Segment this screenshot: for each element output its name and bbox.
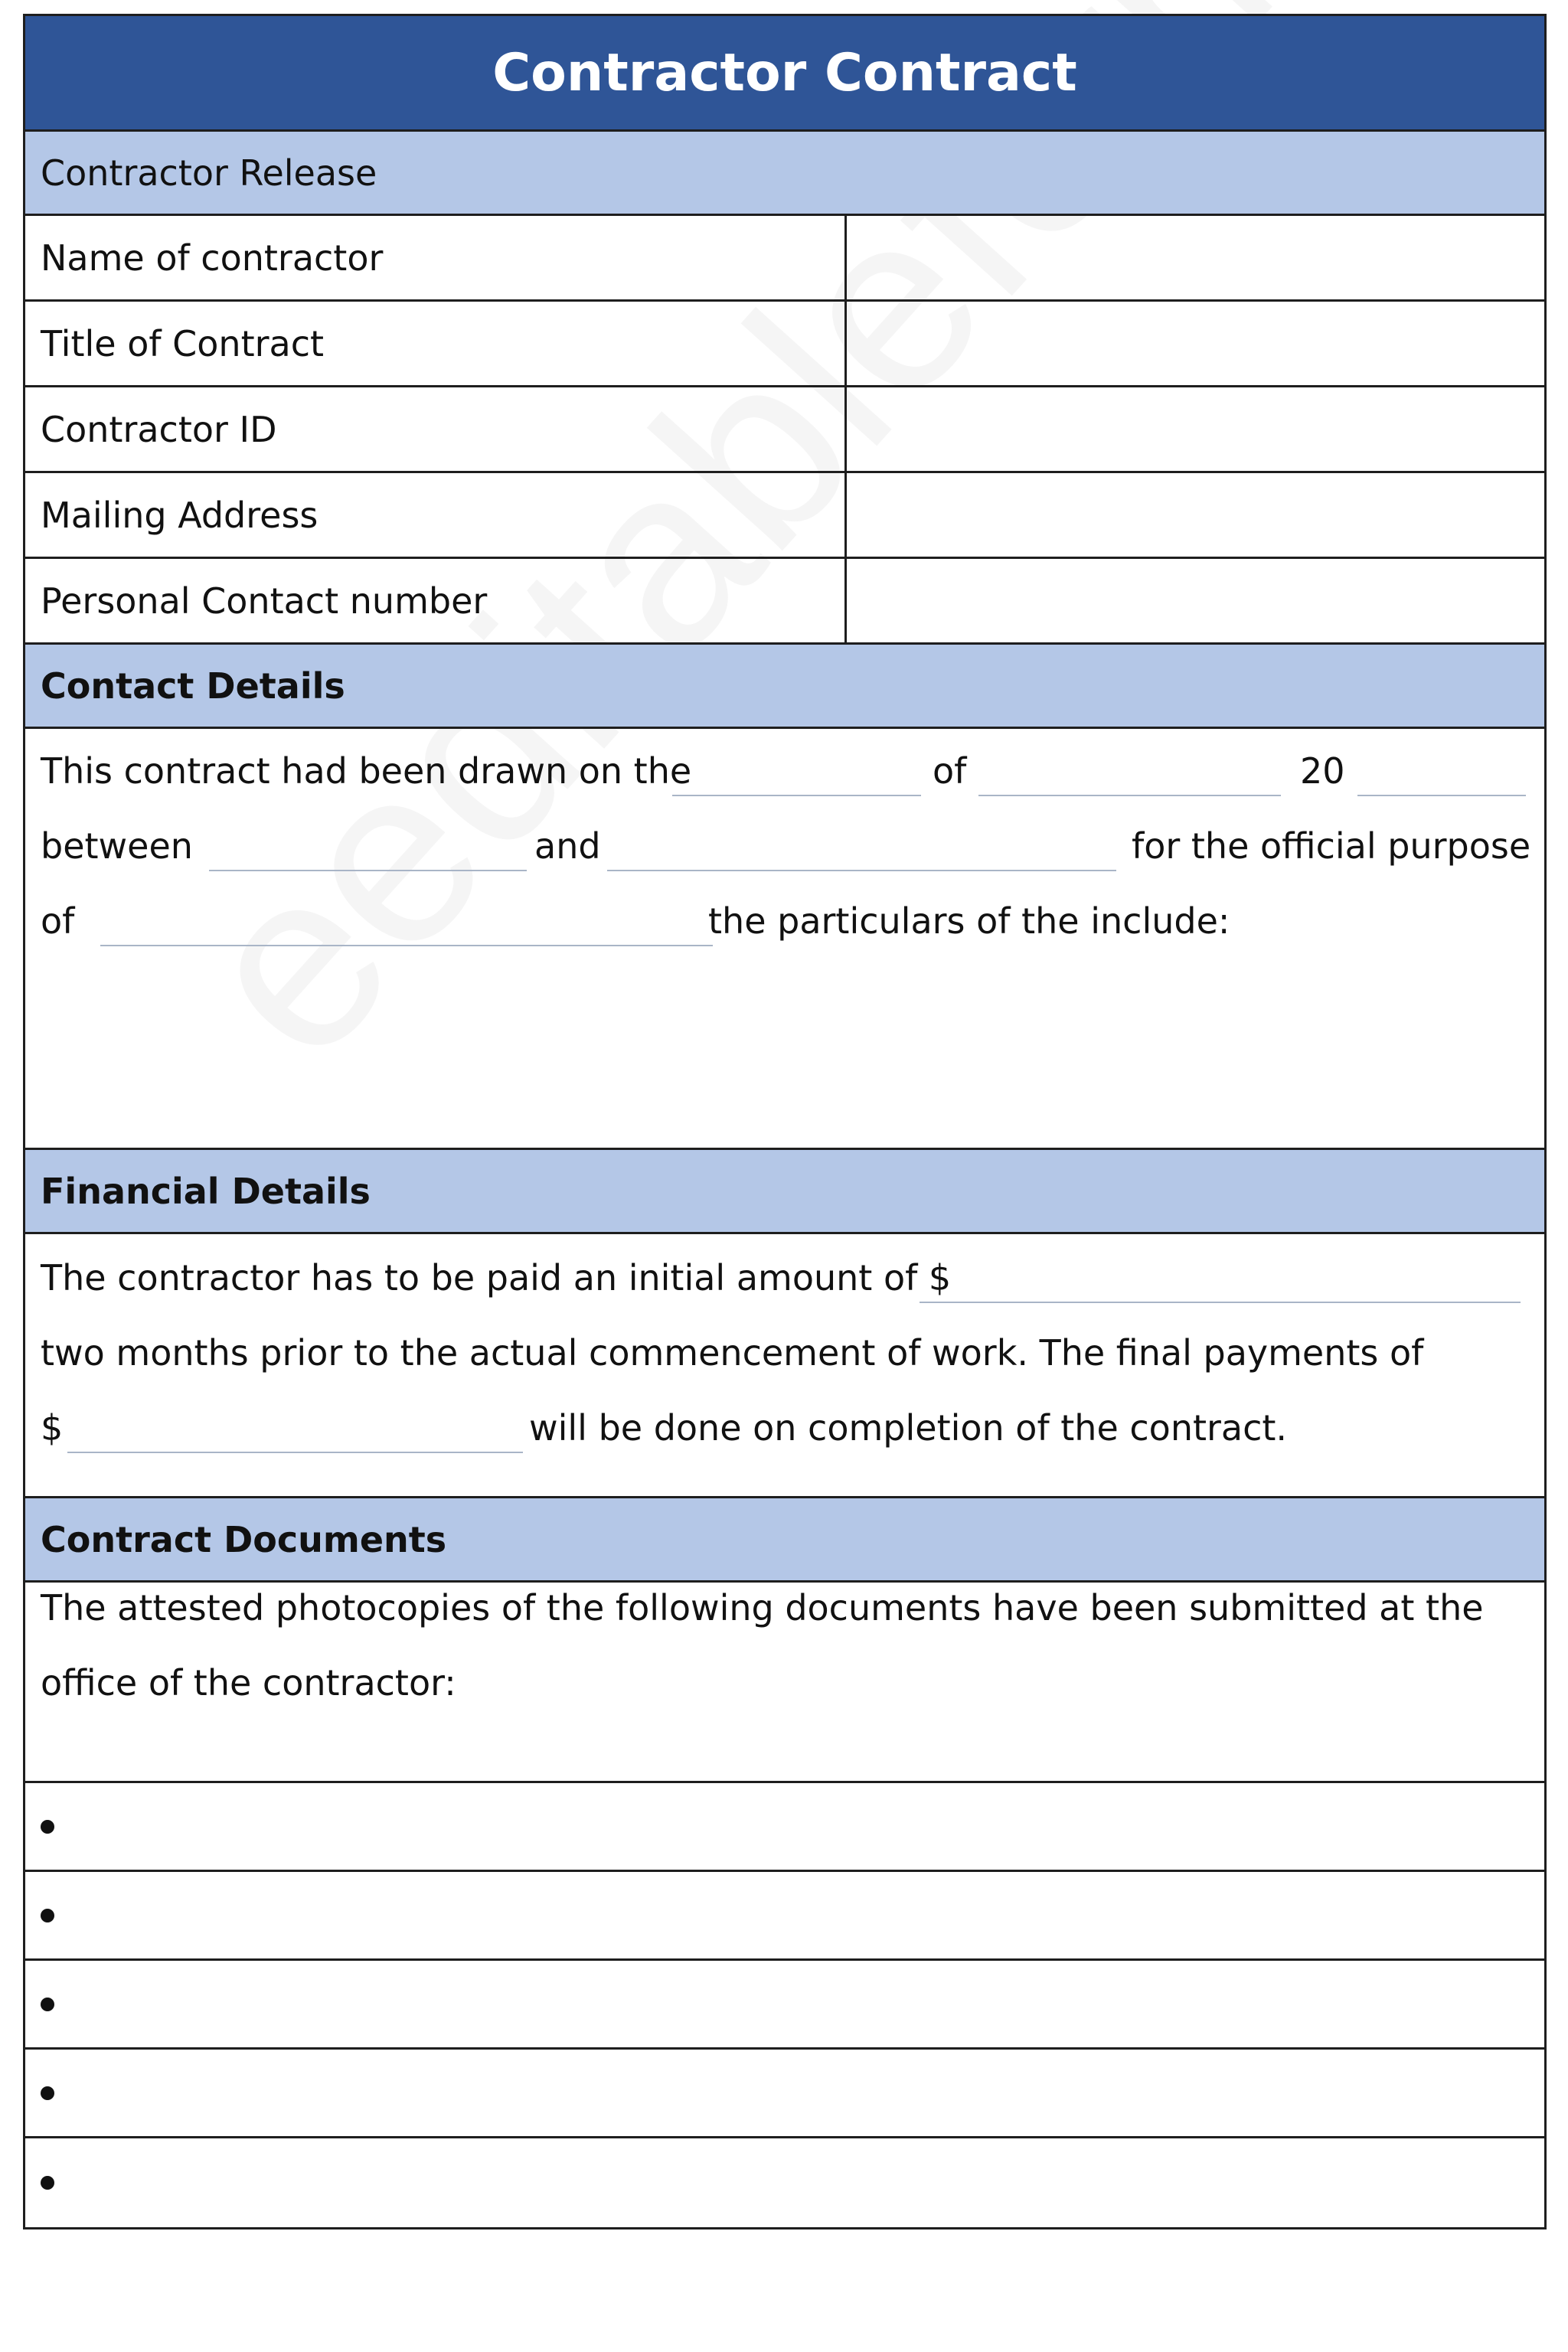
form-title: Contractor Contract — [25, 16, 1544, 132]
field-value-contact-number[interactable] — [847, 559, 1544, 642]
text-particulars: the particulars of the include: — [708, 900, 1230, 942]
field-row-contractor-id — [25, 387, 1544, 473]
blank-day[interactable] — [672, 795, 921, 796]
blank-party-two[interactable] — [607, 870, 1116, 871]
document-item-5[interactable] — [25, 2138, 1544, 2227]
field-value-title[interactable] — [847, 302, 1544, 385]
contract-documents-intro — [25, 1583, 1544, 1783]
bullet-icon — [41, 1909, 54, 1922]
field-row-mailing-address — [25, 473, 1544, 559]
document-item-2[interactable] — [25, 1872, 1544, 1961]
contract-form — [23, 14, 1547, 2230]
field-label-contact-number: Personal Contact number — [25, 559, 847, 642]
financial-details-body — [25, 1234, 1544, 1498]
text-initial-amount: The contractor has to be paid an initial amount of $ — [41, 1257, 952, 1298]
blank-final-payment[interactable] — [67, 1452, 523, 1453]
bullet-icon — [41, 1820, 54, 1834]
field-value-mailing-address[interactable] — [847, 473, 1544, 557]
text-of-purpose: of — [41, 900, 75, 942]
bullet-icon — [41, 2086, 54, 2100]
text-official-purpose: for the official purpose — [1132, 825, 1531, 867]
document-item-1[interactable] — [25, 1783, 1544, 1872]
blank-purpose[interactable] — [100, 945, 713, 946]
field-label-mailing-address: Mailing Address — [25, 473, 847, 557]
field-label-contractor-id: Contractor ID — [25, 387, 847, 471]
blank-initial-amount[interactable] — [920, 1302, 1521, 1303]
section-contact-details: Contact Details — [25, 645, 1544, 729]
section-contract-documents: Contract Documents — [25, 1498, 1544, 1583]
text-two-months: two months prior to the actual commencement of work. The final payments of — [41, 1332, 1424, 1374]
document-item-3[interactable] — [25, 1961, 1544, 2050]
bullet-icon — [41, 1998, 54, 2011]
bullet-icon — [41, 2176, 54, 2190]
text-completion: will be done on completion of the contract. — [529, 1407, 1288, 1449]
field-row-contact-number — [25, 559, 1544, 645]
text-and: and — [534, 825, 601, 867]
blank-year[interactable] — [1357, 795, 1526, 796]
field-label-title: Title of Contract — [25, 302, 847, 385]
section-contractor-release: Contractor Release — [25, 132, 1544, 216]
section-financial-details: Financial Details — [25, 1150, 1544, 1234]
field-row-title — [25, 302, 1544, 387]
field-label-name: Name of contractor — [25, 216, 847, 299]
text-20: 20 — [1300, 750, 1345, 792]
text-drawn-on: This contract had been drawn on the — [41, 750, 692, 792]
text-office-of-contractor: office of the contractor: — [41, 1662, 456, 1704]
field-value-contractor-id[interactable] — [847, 387, 1544, 471]
field-value-name[interactable] — [847, 216, 1544, 299]
field-row-name — [25, 216, 1544, 302]
blank-month[interactable] — [978, 795, 1281, 796]
text-attested-photocopies: The attested photocopies of the following documents have been submitted at the — [41, 1587, 1484, 1628]
text-dollar: $ — [41, 1407, 64, 1449]
text-of: of — [933, 750, 967, 792]
contact-details-body — [25, 729, 1544, 1150]
blank-party-one[interactable] — [209, 870, 527, 871]
document-item-4[interactable] — [25, 2050, 1544, 2138]
text-between: between — [41, 825, 193, 867]
